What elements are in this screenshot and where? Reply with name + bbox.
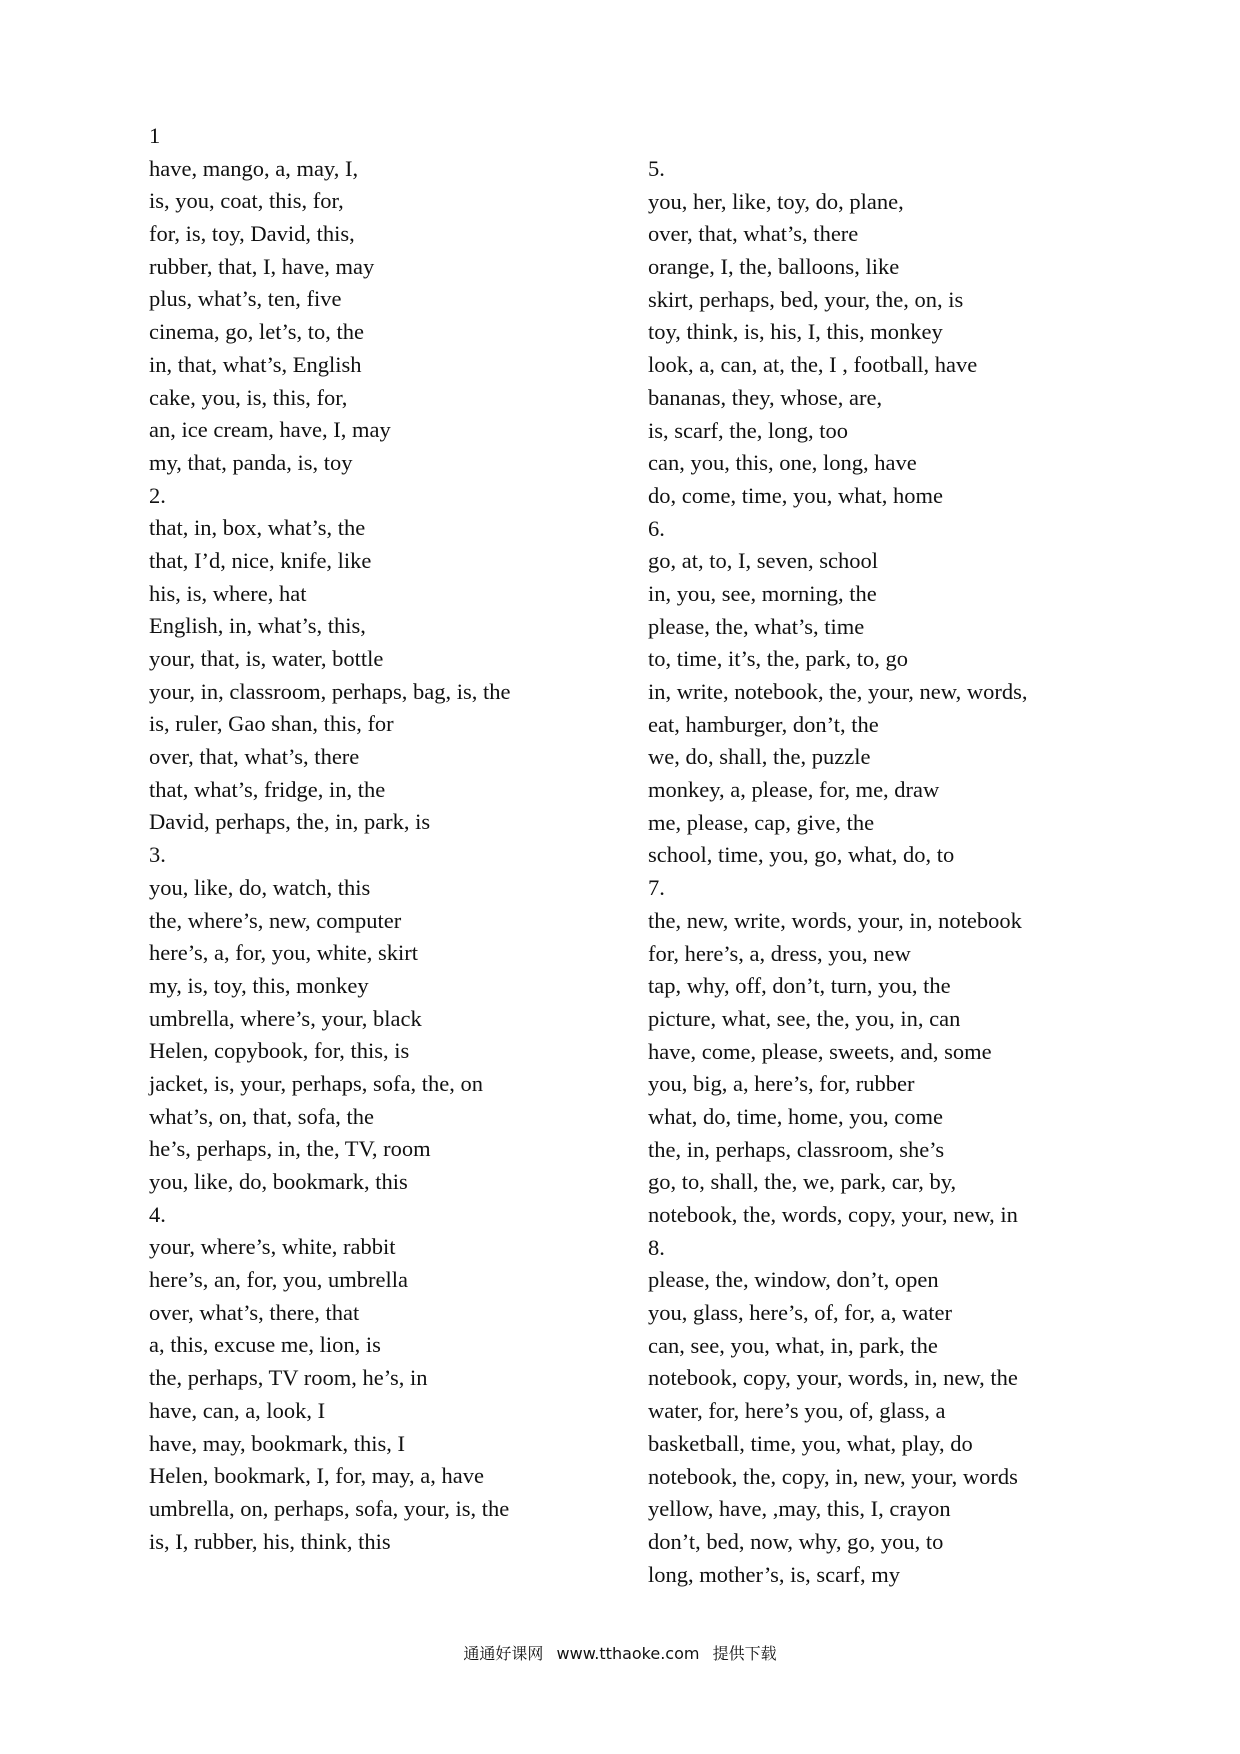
word-line: in, write, notebook, the, your, new, words, bbox=[648, 679, 1028, 704]
word-line: is, scarf, the, long, too bbox=[648, 417, 848, 443]
word-line: bananas, they, whose, are, bbox=[648, 384, 883, 410]
word-line: monkey, a, please, for, me, draw bbox=[648, 777, 940, 803]
section-number: 3. bbox=[149, 842, 166, 868]
word-line: the, where’s, new, computer bbox=[149, 907, 402, 933]
footer-url[interactable]: www.tthaoke.com bbox=[556, 1644, 700, 1663]
word-line: the, in, perhaps, classroom, she’s bbox=[648, 1136, 945, 1162]
word-line: an, ice cream, have, I, may bbox=[149, 417, 391, 443]
word-line: we, do, shall, the, puzzle bbox=[648, 744, 871, 770]
word-line: to, time, it’s, the, park, to, go bbox=[648, 646, 908, 672]
word-line: water, for, here’s you, of, glass, a bbox=[648, 1398, 946, 1424]
word-line: eat, hamburger, don’t, the bbox=[648, 711, 879, 737]
word-line: what, do, time, home, you, come bbox=[648, 1103, 943, 1129]
word-line: a, this, excuse me, lion, is bbox=[149, 1332, 381, 1358]
right-column bbox=[648, 153, 1027, 1591]
word-line: please, the, what’s, time bbox=[648, 613, 865, 639]
word-line: you, her, like, toy, do, plane, bbox=[648, 188, 904, 214]
word-line: you, big, a, here’s, for, rubber bbox=[648, 1071, 915, 1097]
word-line: that, I’d, nice, knife, like bbox=[149, 547, 372, 573]
word-line: tap, why, off, don’t, turn, you, the bbox=[648, 973, 951, 999]
word-line: English, in, what’s, this, bbox=[149, 613, 366, 639]
word-line: have, come, please, sweets, and, some bbox=[648, 1038, 992, 1064]
word-line: notebook, the, words, copy, your, new, in bbox=[648, 1202, 1018, 1227]
word-line: have, mango, a, may, I, bbox=[149, 155, 359, 181]
word-line: you, like, do, bookmark, this bbox=[149, 1169, 408, 1194]
word-line: what’s, on, that, sofa, the bbox=[149, 1103, 374, 1129]
word-line: look, a, can, at, the, I , football, have bbox=[648, 352, 978, 378]
word-line: here’s, a, for, you, white, skirt bbox=[149, 940, 419, 966]
word-line: umbrella, on, perhaps, sofa, your, is, the bbox=[149, 1495, 510, 1521]
section-number: 1 bbox=[149, 123, 161, 148]
word-line: plus, what’s, ten, five bbox=[149, 286, 342, 312]
word-line: for, here’s, a, dress, you, new bbox=[648, 940, 911, 966]
word-line: my, that, panda, is, toy bbox=[149, 449, 353, 475]
word-line: Helen, copybook, for, this, is bbox=[149, 1038, 410, 1064]
word-line: rubber, that, I, have, may bbox=[149, 253, 375, 279]
word-line: Helen, bookmark, I, for, may, a, have bbox=[149, 1463, 485, 1489]
word-line: have, may, bookmark, this, I bbox=[149, 1430, 405, 1456]
word-line: have, can, a, look, I bbox=[149, 1397, 326, 1423]
word-line: do, come, time, you, what, home bbox=[648, 482, 943, 508]
word-line: is, I, rubber, his, think, this bbox=[149, 1528, 391, 1554]
word-line: in, you, see, morning, the bbox=[648, 580, 877, 606]
word-line: orange, I, the, balloons, like bbox=[648, 254, 900, 280]
word-line: his, is, where, hat bbox=[149, 580, 307, 606]
section-number: 7. bbox=[648, 875, 665, 901]
section-number: 2. bbox=[149, 482, 166, 508]
word-line: don’t, bed, now, why, go, you, to bbox=[648, 1528, 944, 1554]
word-line: over, that, what’s, there bbox=[149, 744, 360, 770]
word-line: go, to, shall, the, we, park, car, by, bbox=[648, 1169, 957, 1195]
word-line: picture, what, see, the, you, in, can bbox=[648, 1005, 961, 1031]
word-line: over, what’s, there, that bbox=[149, 1299, 360, 1325]
word-line: notebook, copy, your, words, in, new, the bbox=[648, 1365, 1018, 1391]
word-line: notebook, the, copy, in, new, your, words bbox=[648, 1463, 1018, 1489]
word-line: toy, think, is, his, I, this, monkey bbox=[648, 319, 943, 345]
word-line: your, where’s, white, rabbit bbox=[149, 1234, 396, 1260]
word-line: please, the, window, don’t, open bbox=[648, 1267, 939, 1293]
word-line: long, mother’s, is, scarf, my bbox=[648, 1561, 901, 1587]
section-number: 6. bbox=[648, 515, 665, 541]
word-line: school, time, you, go, what, do, to bbox=[648, 842, 955, 868]
word-line: for, is, toy, David, this, bbox=[149, 221, 355, 247]
word-line: your, that, is, water, bottle bbox=[149, 646, 384, 671]
word-line: umbrella, where’s, your, black bbox=[149, 1005, 422, 1031]
left-column bbox=[149, 120, 511, 1558]
word-line: me, please, cap, give, the bbox=[648, 809, 875, 835]
word-line: can, see, you, what, in, park, the bbox=[648, 1332, 938, 1358]
word-line: your, in, classroom, perhaps, bag, is, the bbox=[149, 678, 511, 704]
footer-site-name: 通通好课网 bbox=[463, 1644, 544, 1663]
word-line: can, you, this, one, long, have bbox=[648, 450, 917, 476]
word-line: the, perhaps, TV room, he’s, in bbox=[149, 1365, 428, 1391]
section-number: 4. bbox=[149, 1201, 166, 1227]
word-line: is, ruler, Gao shan, this, for bbox=[149, 711, 394, 737]
word-line: jacket, is, your, perhaps, sofa, the, on bbox=[149, 1070, 484, 1096]
word-line: go, at, to, I, seven, school bbox=[648, 548, 878, 574]
word-line: over, that, what’s, there bbox=[648, 221, 859, 247]
word-line: cake, you, is, this, for, bbox=[149, 384, 348, 410]
word-line: basketball, time, you, what, play, do bbox=[648, 1430, 973, 1456]
word-line: that, what’s, fridge, in, the bbox=[149, 776, 386, 802]
word-line: here’s, an, for, you, umbrella bbox=[149, 1267, 409, 1293]
section-number: 8. bbox=[648, 1234, 665, 1260]
word-line: is, you, coat, this, for, bbox=[149, 188, 344, 214]
footer-suffix: 提供下载 bbox=[712, 1644, 777, 1663]
word-line: yellow, have, ,may, this, I, crayon bbox=[648, 1496, 951, 1522]
footer bbox=[0, 1641, 1240, 1664]
word-line: he’s, perhaps, in, the, TV, room bbox=[149, 1136, 431, 1162]
word-line: that, in, box, what’s, the bbox=[149, 515, 366, 541]
word-line: you, glass, here’s, of, for, a, water bbox=[648, 1300, 953, 1326]
word-line: cinema, go, let’s, to, the bbox=[149, 319, 364, 345]
word-line: the, new, write, words, your, in, notebook bbox=[648, 907, 1022, 933]
word-line: skirt, perhaps, bed, your, the, on, is bbox=[648, 286, 964, 312]
word-line: in, that, what’s, English bbox=[149, 351, 362, 377]
word-line: my, is, toy, this, monkey bbox=[149, 972, 369, 998]
word-line: you, like, do, watch, this bbox=[149, 874, 371, 900]
word-line: David, perhaps, the, in, park, is bbox=[149, 809, 431, 835]
section-number: 5. bbox=[648, 156, 665, 181]
